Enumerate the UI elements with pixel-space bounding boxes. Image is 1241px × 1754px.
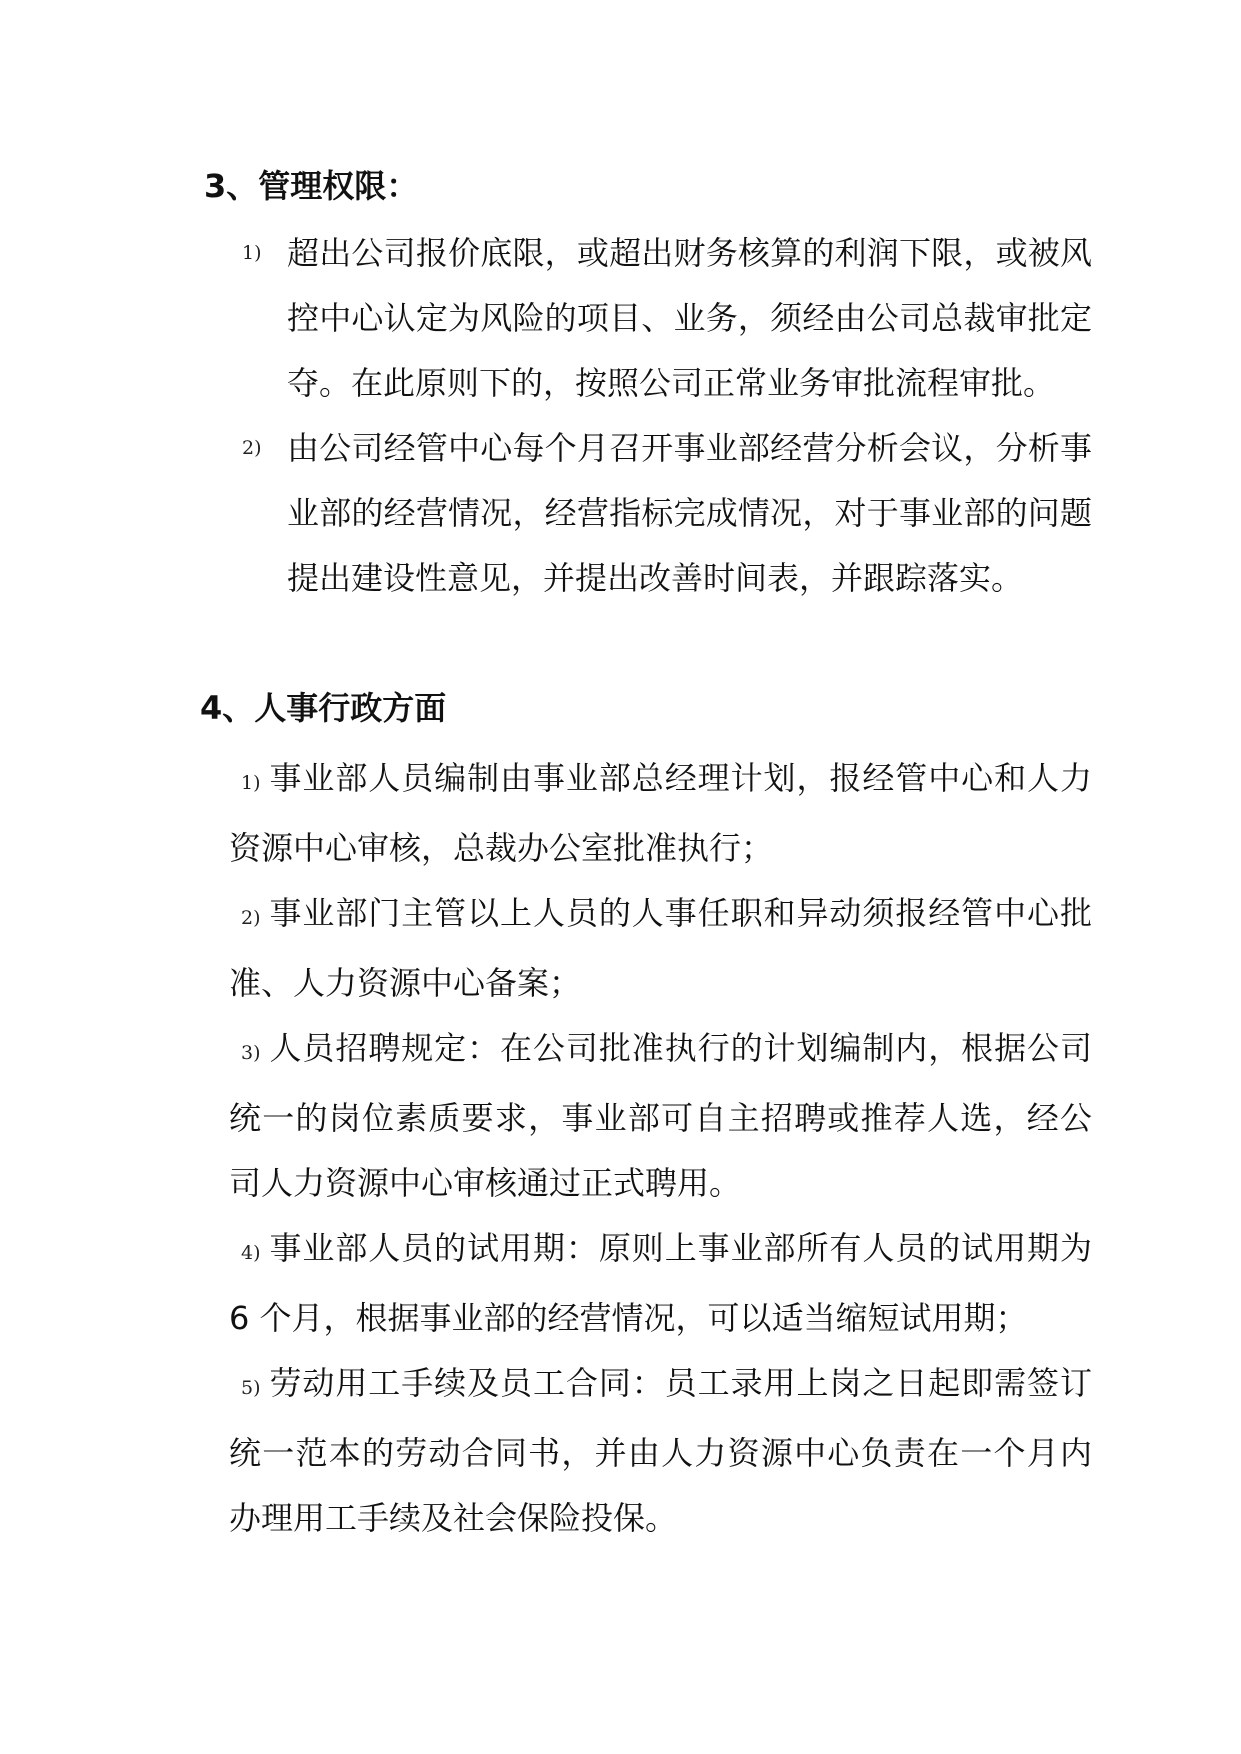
list-item-text: 人员招聘规定：在公司批准执行的计划编制内，根据公司统一的岗位素质要求，事业部可自主招聘或推荐人选，经公司人力资源中心审核通过正式聘用。 [229, 1029, 1092, 1202]
list-item [229, 1016, 1092, 1216]
list-item-number: 3) [241, 1042, 261, 1064]
list-item-number: 1) [241, 772, 261, 794]
list-item-text: 事业部门主管以上人员的人事任职和异动须报经管中心批准、人力资源中心备案； [229, 894, 1092, 1002]
list-item [242, 416, 1092, 611]
list-item-text: 由公司经管中心每个月召开事业部经营分析会议，分析事业部的经营情况，经营指标完成情况，对于事业部的问题提出建设性意见，并提出改善时间表，并跟踪落实。 [287, 429, 1092, 597]
list-item-number: 4) [241, 1242, 261, 1264]
list-item-text: 劳动用工手续及员工合同：员工录用上岗之日起即需签订统一范本的劳动合同书，并由人力资源中心负责在一个月内办理用工手续及社会保险投保。 [229, 1364, 1092, 1537]
list-item-text: 事业部人员的试用期：原则上事业部所有人员的试用期为 6 个月，根据事业部的经营情况，可以适当缩短试用期； [229, 1229, 1092, 1337]
list-item-number: 5) [241, 1377, 261, 1399]
list-item-number: 1) [242, 242, 262, 264]
list-item-text: 事业部人员编制由事业部总经理计划，报经管中心和人力资源中心审核，总裁办公室批准执行； [229, 759, 1092, 867]
section-4-heading: 4、人事行政方面 [200, 689, 447, 727]
section-4-list [229, 746, 1092, 1551]
list-item [229, 1216, 1092, 1351]
list-item-number: 2) [241, 907, 261, 929]
list-item [229, 746, 1092, 881]
list-item [229, 881, 1092, 1016]
list-item [229, 1351, 1092, 1551]
section-3-heading: 3、管理权限： [204, 167, 419, 205]
section-3-list [242, 221, 1092, 611]
list-item [242, 221, 1092, 416]
list-item-number: 2) [242, 437, 262, 459]
list-item-text: 超出公司报价底限，或超出财务核算的利润下限，或被风控中心认定为风险的项目、业务，须经由公司总裁审批定夺。在此原则下的，按照公司正常业务审批流程审批。 [287, 234, 1092, 402]
